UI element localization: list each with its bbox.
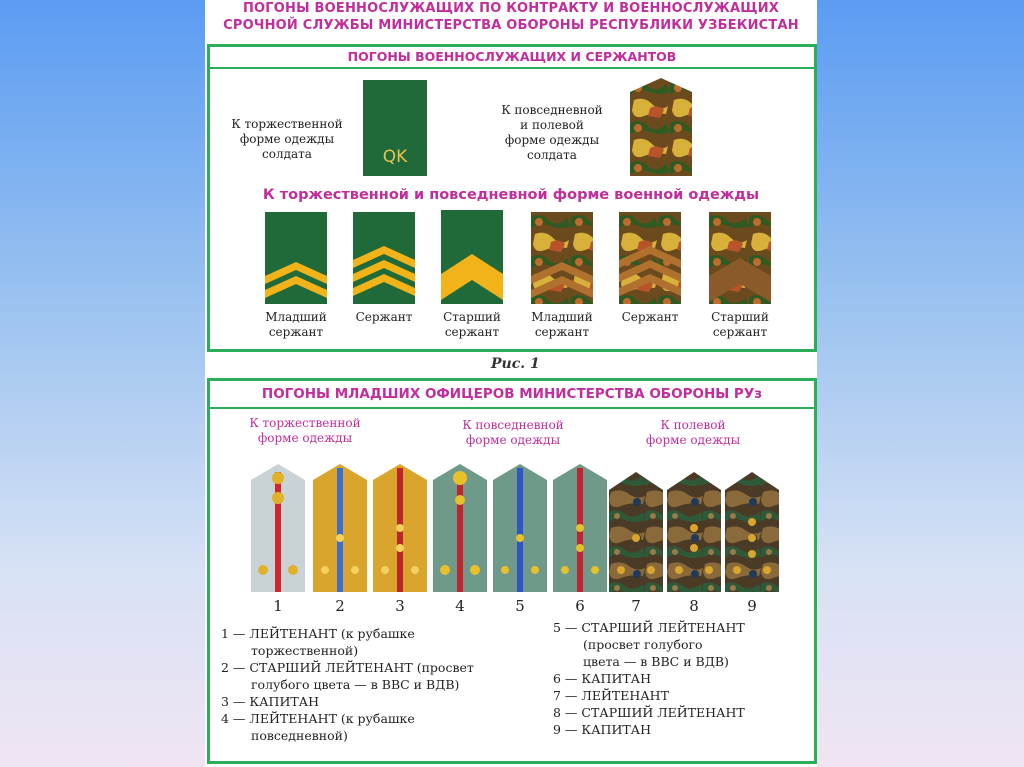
rank-caption-6: Старший сержант xyxy=(711,310,769,339)
sergeant-board xyxy=(353,212,415,304)
field-sergeant-board xyxy=(619,212,681,304)
header-line-1: ПОГОНЫ ВОЕННОСЛУЖАЩИХ ПО КОНТРАКТУ И ВОЕННОСЛУЖАЩИХ xyxy=(242,1,780,16)
officer-board-3 xyxy=(373,464,427,592)
section-soldiers-title: ПОГОНЫ ВОЕННОСЛУЖАЩИХ И СЕРЖАНТОВ xyxy=(210,47,814,69)
field-senior-sergeant-board xyxy=(709,212,771,304)
poster-panel xyxy=(205,0,817,767)
officer-board-7 xyxy=(609,472,663,592)
section-officers-title: ПОГОНЫ МЛАДШИХ ОФИЦЕРОВ МИНИСТЕРСТВА ОБОРОНЫ РУз xyxy=(210,381,814,409)
officer-board-6 xyxy=(553,464,607,592)
board-number-4: 4 xyxy=(455,597,465,615)
rank-caption-4: Младший сержант xyxy=(531,310,593,339)
board-number-7: 7 xyxy=(631,597,641,615)
rank-caption-3: Старший сержант xyxy=(443,310,501,339)
legend-item: 7 — ЛЕЙТЕНАНТ xyxy=(553,688,669,703)
board-number-5: 5 xyxy=(515,597,525,615)
board-number-3: 3 xyxy=(395,597,405,615)
emblem-icon xyxy=(272,472,284,484)
legend-item: цвета — в ВВС и ВДВ) xyxy=(583,654,729,669)
legend-item: 9 — КАПИТАН xyxy=(553,722,652,737)
field-junior-sergeant-board xyxy=(531,212,593,304)
board-number-9: 9 xyxy=(747,597,757,615)
rank-caption-5: Сержант xyxy=(621,310,679,324)
rank-caption-2: Сержант xyxy=(355,310,413,324)
rank-star-icon xyxy=(258,565,268,575)
junior-sergeant-board xyxy=(265,212,327,304)
legend-item: 5 — СТАРШИЙ ЛЕЙТЕНАНТ xyxy=(553,620,745,635)
board-number-2: 2 xyxy=(335,597,345,615)
legend-item: 4 — ЛЕЙТЕНАНТ (к рубашке xyxy=(221,711,415,726)
officer-board-4 xyxy=(433,464,487,592)
poster-header xyxy=(205,0,817,44)
legend-item: голубого цвета — в ВВС и ВДВ) xyxy=(251,677,460,692)
ceremonial-soldier-caption: К торжественной форме одежды солдата xyxy=(231,117,343,161)
legend-right xyxy=(553,619,745,738)
figure-caption: Рис. 1 xyxy=(491,356,540,372)
legend-item: повседневной) xyxy=(251,728,348,743)
board-number-1: 1 xyxy=(273,597,283,615)
header-line-2: СРОЧНОЙ СЛУЖБЫ МИНИСТЕРСТВА ОБОРОНЫ РЕСПУБЛИКИ УЗБЕКИСТАН xyxy=(223,18,799,33)
legend-item: 1 — ЛЕЙТЕНАНТ (к рубашке xyxy=(221,626,415,641)
legend-left xyxy=(221,625,474,744)
senior-sergeant-board xyxy=(441,210,503,304)
legend-item: торжественной) xyxy=(251,643,359,658)
legend-item: 8 — СТАРШИЙ ЛЕЙТЕНАНТ xyxy=(553,705,745,720)
legend-item: 2 — СТАРШИЙ ЛЕЙТЕНАНТ (просвет xyxy=(221,660,474,675)
rank-caption-1: Младший сержант xyxy=(265,310,327,339)
daily-soldier-caption: К повседневной и полевой форме одежды солдата xyxy=(501,103,603,162)
legend-item: (просвет голубого xyxy=(583,637,703,652)
group-ceremonial-caption: К торжественной форме одежды xyxy=(249,416,361,445)
officer-board-9 xyxy=(725,472,779,592)
soldier-ceremonial-board xyxy=(363,80,427,176)
board-number-8: 8 xyxy=(689,597,699,615)
officer-board-8 xyxy=(667,472,721,592)
officer-board-2 xyxy=(313,464,367,592)
group-daily-caption: К повседневной форме одежды xyxy=(462,418,564,447)
group-field-caption: К полевой форме одежды xyxy=(645,418,741,447)
officer-board-1 xyxy=(251,464,305,592)
section-soldiers-subtitle: К торжественной и повседневной форме военной одежды xyxy=(262,187,760,203)
legend-item: 3 — КАПИТАН xyxy=(221,694,320,709)
board-qk-text: QK xyxy=(382,147,408,167)
board-number-6: 6 xyxy=(575,597,585,615)
legend-item: 6 — КАПИТАН xyxy=(553,671,652,686)
soldier-field-board xyxy=(630,78,692,176)
officer-board-5 xyxy=(493,464,547,592)
